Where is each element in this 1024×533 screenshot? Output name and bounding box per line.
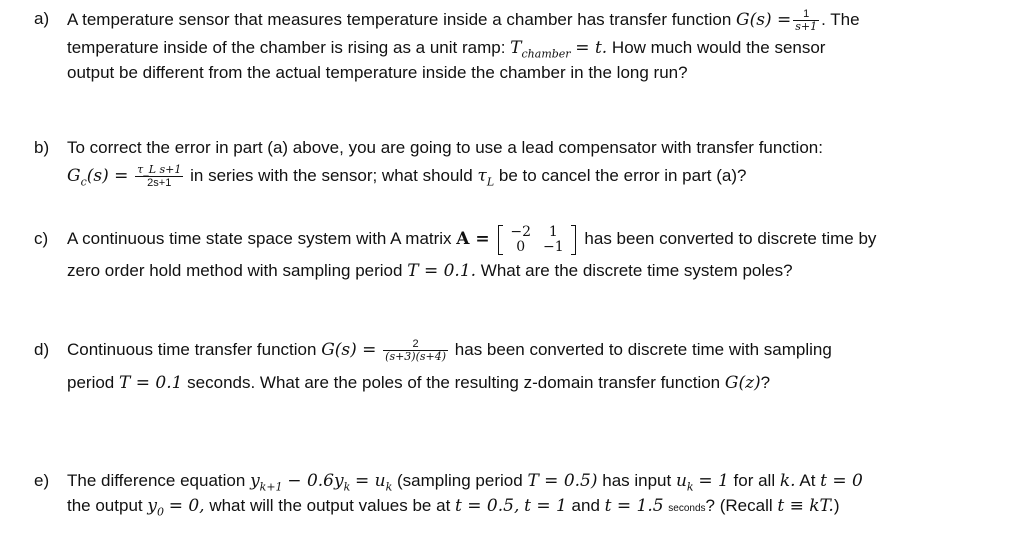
question-c-line1: A continuous time state space system with A matrix A = −2 1 0 −1 has been converted to discrete time by [67,223,877,255]
fraction-b: $\frac{\text{τ\_L s+1}}{2s+1}$ [137,163,182,189]
fraction-a: $\frac{1}{s+1}$ [795,8,818,33]
question-e-line2: the output $y_0 = 0$, what will the output values be at t = 0.5, t = 1 and t = 1.5 seconds? (Recall t ≡ kT.) [67,496,840,519]
matrix-A: −2 1 0 −1 [498,225,575,255]
question-b-line1: To correct the error in part (a) above, you are going to use a lead compensator with transfer function: [67,138,823,157]
transfer-fn-G: G(s) = [736,9,792,30]
question-b-label: b) [34,138,50,157]
question-d-line2: period T = 0.1 seconds. What are the poles of the resulting z-domain transfer function G(z)? [67,373,771,393]
question-b-line2: $G_c(s)$ = $\frac{\text{τ\_L s+1}}{2s+1}$ in series with the sensor; what should $\tau_L$ be to cancel the error in part (a)? [67,163,747,189]
question-a-line2: temperature inside of the chamber is rising as a unit ramp: $T_{chamber} = t$. How much would the sensor [67,38,826,61]
question-d-label: d) [34,340,50,359]
question-d-line1: Continuous time transfer function G(s) = $\frac{2}{(s+3)(s+4)}$ has been converted to discrete time with sampling [67,338,832,364]
question-a-line3: output be different from the actual temperature inside the chamber in the long run? [67,63,688,82]
fraction-d: $\frac{2}{(s+3)(s+4)}$ [385,338,447,364]
question-e-label: e) [34,471,50,490]
question-e-line1: The difference equation $y_{k+1} - 0.6y_k = u_k$ (sampling period T = 0.5) has input $u_k = 1$ for all k. At t = 0 [67,471,863,494]
question-a-label: a) [34,9,50,28]
question-a-line1: A temperature sensor that measures temperature inside a chamber has transfer function G(s) = $\frac{1}{s+1}$ . The [67,8,860,33]
question-c-line2: zero order hold method with sampling period T = 0.1. What are the discrete time system poles? [67,261,793,281]
question-c-label: c) [34,229,49,248]
